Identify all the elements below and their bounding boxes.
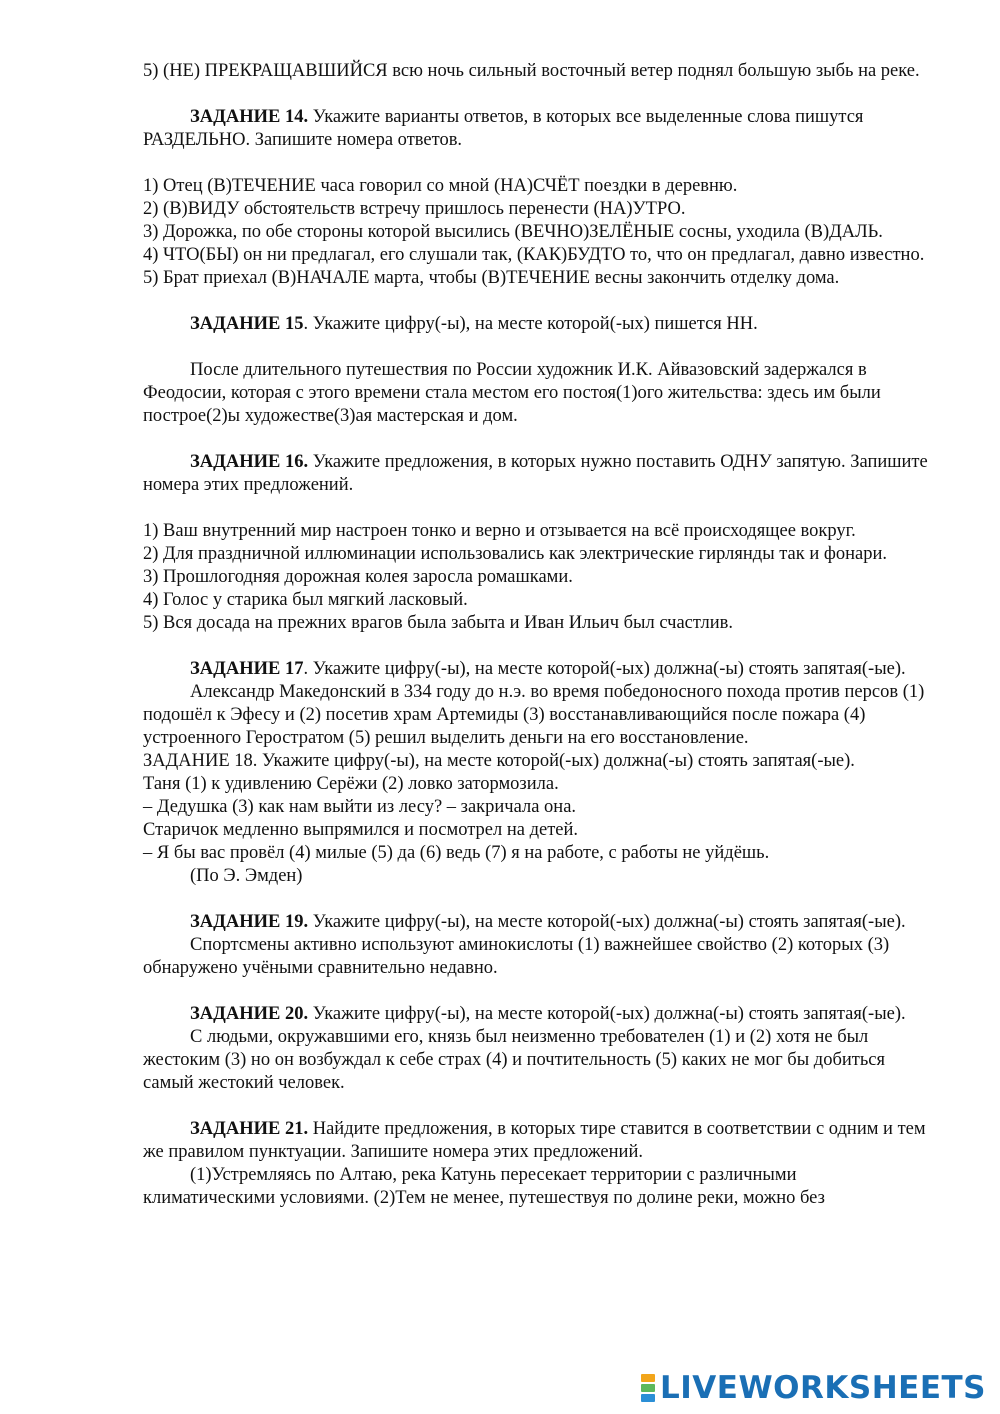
task-17-heading bbox=[143, 658, 933, 681]
task-19-text: Укажите цифру(-ы), на месте которой(-ых) должна(-ы) стоять запятая(-ые). bbox=[308, 912, 906, 932]
task-16-item: 3) Прошлогодняя дорожная колея заросла ромашками. bbox=[143, 567, 573, 587]
task-16-heading bbox=[143, 451, 933, 497]
task-21-paragraph: (1)Устремляясь по Алтаю, река Катунь пересекает территории с различными климатическими условиями. (2)Тем не менее, путешествуя по долине реки, можно без bbox=[143, 1165, 825, 1208]
item-5-continued: 5) (НЕ) ПРЕКРАЩАВШИЙСЯ всю ночь сильный восточный ветер поднял большую зыбь на реке. bbox=[143, 61, 920, 81]
task-18-line: – Дедушка (3) как нам выйти из лесу? – закричала она. bbox=[143, 797, 577, 817]
task-15-text: . Укажите цифру(-ы), на месте которой(-ых) пишется НН. bbox=[303, 314, 758, 334]
logo-bar bbox=[641, 1394, 655, 1402]
liveworksheets-logo bbox=[639, 1370, 986, 1406]
task-14-item: 3) Дорожка, по обе стороны которой высились (ВЕЧНО)ЗЕЛЁНЫЕ сосны, уходила (В)ДАЛЬ. bbox=[143, 222, 883, 242]
task-20-label: ЗАДАНИЕ 20. bbox=[190, 1004, 309, 1024]
task-14-text: Укажите варианты ответов, в которых все выделенные слова пишутся РАЗДЕЛЬНО. Запишите номера ответов. bbox=[143, 107, 864, 150]
task-17-label: ЗАДАНИЕ 17 bbox=[190, 659, 304, 679]
task-20-heading bbox=[143, 1003, 933, 1026]
task-14-item: 2) (В)ВИДУ обстоятельств встречу пришлось перенести (НА)УТРО. bbox=[143, 199, 686, 219]
task-14-label: ЗАДАНИЕ 14. bbox=[190, 107, 309, 127]
task-17-paragraph: Александр Македонский в 334 году до н.э. во время победоносного похода против персов (1) подошёл к Эфесу и (2) посетив храм Артемиды (3) восстанавливающийся после пожара (4) устроенного Геростратом (5) решил выделить деньги на его восстановление. bbox=[143, 682, 925, 748]
task-14-item: 4) ЧТО(БЫ) он ни предлагал, его слушали так, (КАК)БУДТО то, что он предлагал, давно известно. bbox=[143, 245, 925, 265]
task-19-label: ЗАДАНИЕ 19. bbox=[190, 912, 309, 932]
task-16-item: 2) Для праздничной иллюминации использовались как электрические гирлянды так и фонари. bbox=[143, 544, 888, 564]
task-16-label: ЗАДАНИЕ 16. bbox=[190, 452, 309, 472]
task-16-item: 1) Ваш внутренний мир настроен тонко и верно и отзывается на всё происходящее вокруг. bbox=[143, 521, 856, 541]
task-15-heading bbox=[143, 313, 933, 336]
task-16-item: 5) Вся досада на прежних врагов была забыта и Иван Ильич был счастлив. bbox=[143, 613, 734, 633]
task-17-text: . Укажите цифру(-ы), на месте которой(-ых) должна(-ы) стоять запятая(-ые). bbox=[303, 659, 906, 679]
task-14-heading bbox=[143, 106, 933, 152]
task-18-line: Старичок медленно выпрямился и посмотрел на детей. bbox=[143, 820, 579, 840]
task-19-paragraph: Спортсмены активно используют аминокислоты (1) важнейшее свойство (2) которых (3) обнаружено учёными сравнительно недавно. bbox=[143, 935, 890, 978]
task-16-item: 4) Голос у старика был мягкий ласковый. bbox=[143, 590, 468, 610]
task-14-item: 1) Отец (В)ТЕЧЕНИЕ часа говорил со мной (НА)СЧЁТ поездки в деревню. bbox=[143, 176, 738, 196]
task-18-line: – Я бы вас провёл (4) милые (5) да (6) ведь (7) я на работе, с работы не уйдёшь. bbox=[143, 843, 770, 863]
task-21-text: Найдите предложения, в которых тире ставится в соответствии с одним и тем же правилом пунктуации. Запишите номера этих предложений. bbox=[143, 1119, 926, 1162]
task-16-text: Укажите предложения, в которых нужно поставить ОДНУ запятую. Запишите номера этих предложений. bbox=[143, 452, 928, 495]
worksheet-page bbox=[143, 60, 933, 1210]
task-19-heading bbox=[143, 911, 933, 934]
logo-bar bbox=[641, 1374, 655, 1382]
task-18-heading: ЗАДАНИЕ 18. Укажите цифру(-ы), на месте которой(-ых) должна(-ы) стоять запятая(-ые). bbox=[143, 751, 855, 771]
task-18-line: Таня (1) к удивлению Серёжи (2) ловко затормозила. bbox=[143, 774, 559, 794]
task-18-source: (По Э. Эмден) bbox=[190, 866, 303, 886]
logo-text: LIVEWORKSHEETS bbox=[660, 1370, 986, 1406]
task-14-item: 5) Брат приехал (В)НАЧАЛЕ марта, чтобы (В)ТЕЧЕНИЕ весны закончить отделку дома. bbox=[143, 268, 840, 288]
task-20-paragraph: С людьми, окружавшими его, князь был неизменно требователен (1) и (2) хотя не был жестоким (3) но он возбуждал к себе страх (4) и почтительность (5) каких не мог бы добиться самый жестокий человек. bbox=[143, 1027, 885, 1093]
task-20-text: Укажите цифру(-ы), на месте которой(-ых) должна(-ы) стоять запятая(-ые). bbox=[308, 1004, 906, 1024]
task-15-label: ЗАДАНИЕ 15 bbox=[190, 314, 304, 334]
task-21-label: ЗАДАНИЕ 21. bbox=[190, 1119, 309, 1139]
task-21-heading bbox=[143, 1118, 933, 1164]
logo-bar bbox=[641, 1384, 655, 1392]
logo-icon bbox=[639, 1373, 657, 1403]
task-15-paragraph: После длительного путешествия по России художник И.К. Айвазовский задержался в Феодосии, которая с этого времени стала местом его постоя(1)ого жительства: здесь им были построе(2)ы художестве(3)ая мастерская и дом. bbox=[143, 360, 881, 426]
